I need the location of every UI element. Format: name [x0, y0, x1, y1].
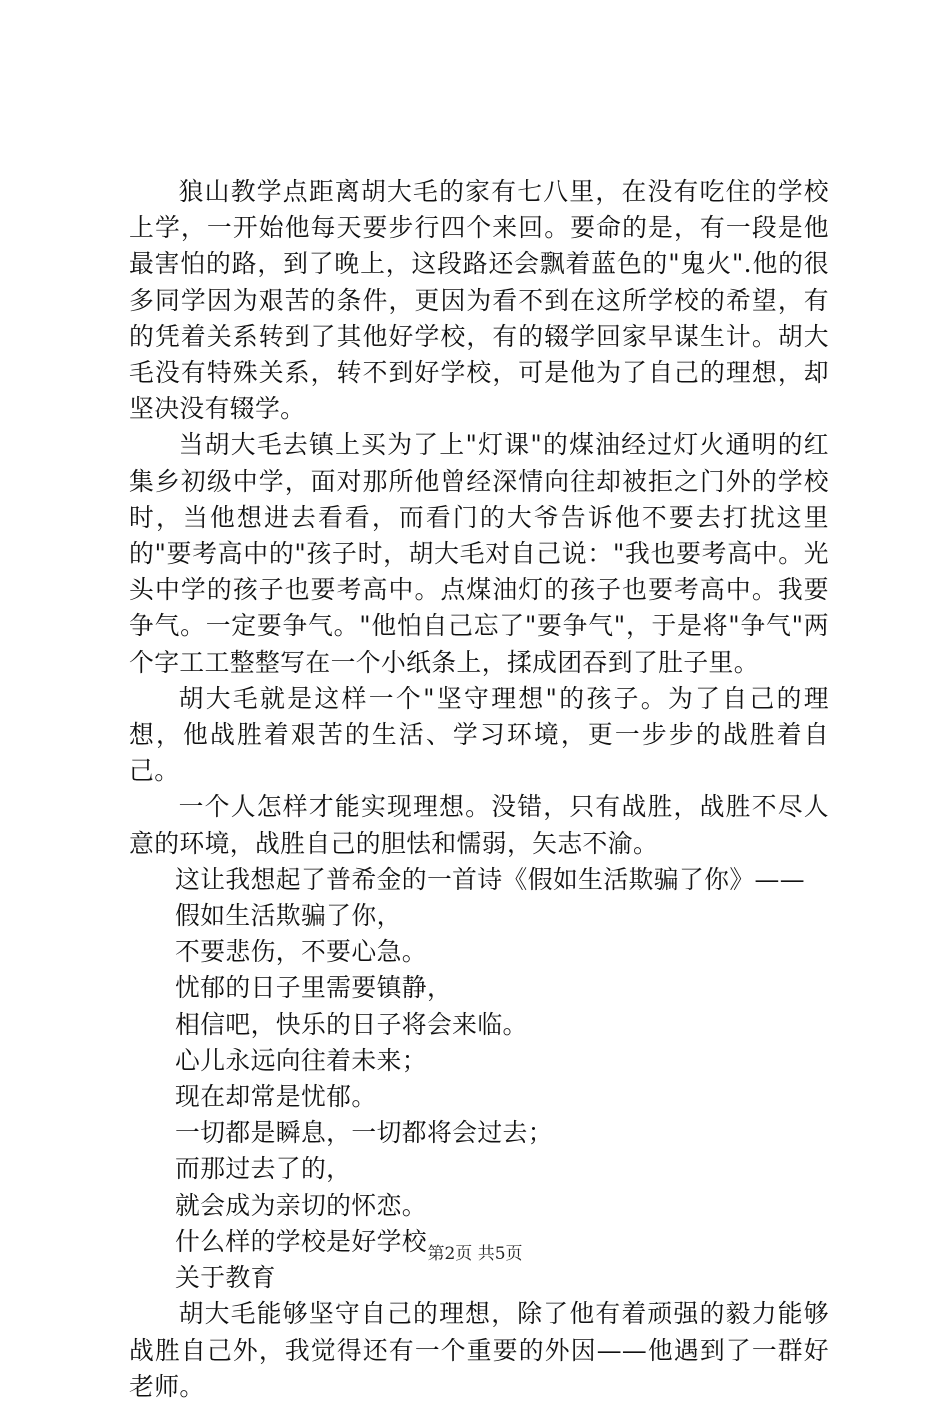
page-number-footer: 第2页 共5页	[427, 1244, 523, 1264]
paragraph-5: 胡大毛能够坚守自己的理想，除了他有着顽强的毅力能够战胜自己外，我觉得还有一个重要的外因——他遇到了一群好老师。	[129, 1299, 829, 1401]
paragraph-4: 一个人怎样才能实现理想。没错，只有战胜，战胜不尽人意的环境，战胜自己的胆怯和懦弱，矢志不渝。	[129, 792, 829, 858]
poem-line-4: 相信吧，快乐的日子将会来临。	[175, 1009, 528, 1039]
poem-line-6: 现在却常是忧郁。	[175, 1082, 377, 1112]
poem-line-8: 而那过去了的，	[175, 1154, 352, 1184]
section-heading-education: 关于教育	[175, 1263, 276, 1293]
paragraph-2: 当胡大毛去镇上买为了上"灯课"的煤油经过灯火通明的红集乡初级中学，面对那所他曾经深情向往却被拒之门外的学校时，当他想进去看看，而看门的大爷告诉他不要去打扰这里的"要考高中的"孩子时，胡大毛对自己说："我也要考高中。光头中学的孩子也要考高中。点煤油灯的孩子也要考高中。我要争气。一定要争气。"他怕自己忘了"要争气"，于是将"争气"两个字工工整整写在一个小纸条上，揉成团吞到了肚子里。	[129, 430, 829, 677]
poem-line-1: 假如生活欺骗了你，	[175, 901, 402, 931]
poem-line-2: 不要悲伤，不要心急。	[175, 937, 427, 967]
document-body	[129, 174, 829, 1405]
poem-line-9: 就会成为亲切的怀恋。	[175, 1190, 427, 1220]
poem-intro-line: 这让我想起了普希金的一首诗《假如生活欺骗了你》——	[175, 864, 805, 894]
section-heading-good-school: 什么样的学校是好学校	[175, 1226, 427, 1256]
paragraph-1: 狼山教学点距离胡大毛的家有七八里，在没有吃住的学校上学，一开始他每天要步行四个来回。要命的是，有一段是他最害怕的路，到了晚上，这段路还会飘着蓝色的"鬼火".他的很多同学因为艰苦的条件，更因为看不到在这所学校的希望，有的凭着关系转到了其他好学校，有的辍学回家早谋生计。胡大毛没有特殊关系，转不到好学校，可是他为了自己的理想，却坚决没有辍学。	[129, 177, 829, 424]
poem-line-3: 忧郁的日子里需要镇静，	[175, 973, 453, 1003]
paragraph-3: 胡大毛就是这样一个"坚守理想"的孩子。为了自己的理想，他战胜着艰苦的生活、学习环境，更一步步的战胜着自己。	[129, 683, 829, 786]
poem-line-5: 心儿永远向往着未来；	[175, 1045, 427, 1075]
poem-line-7: 一切都是瞬息，一切都将会过去；	[175, 1118, 553, 1148]
